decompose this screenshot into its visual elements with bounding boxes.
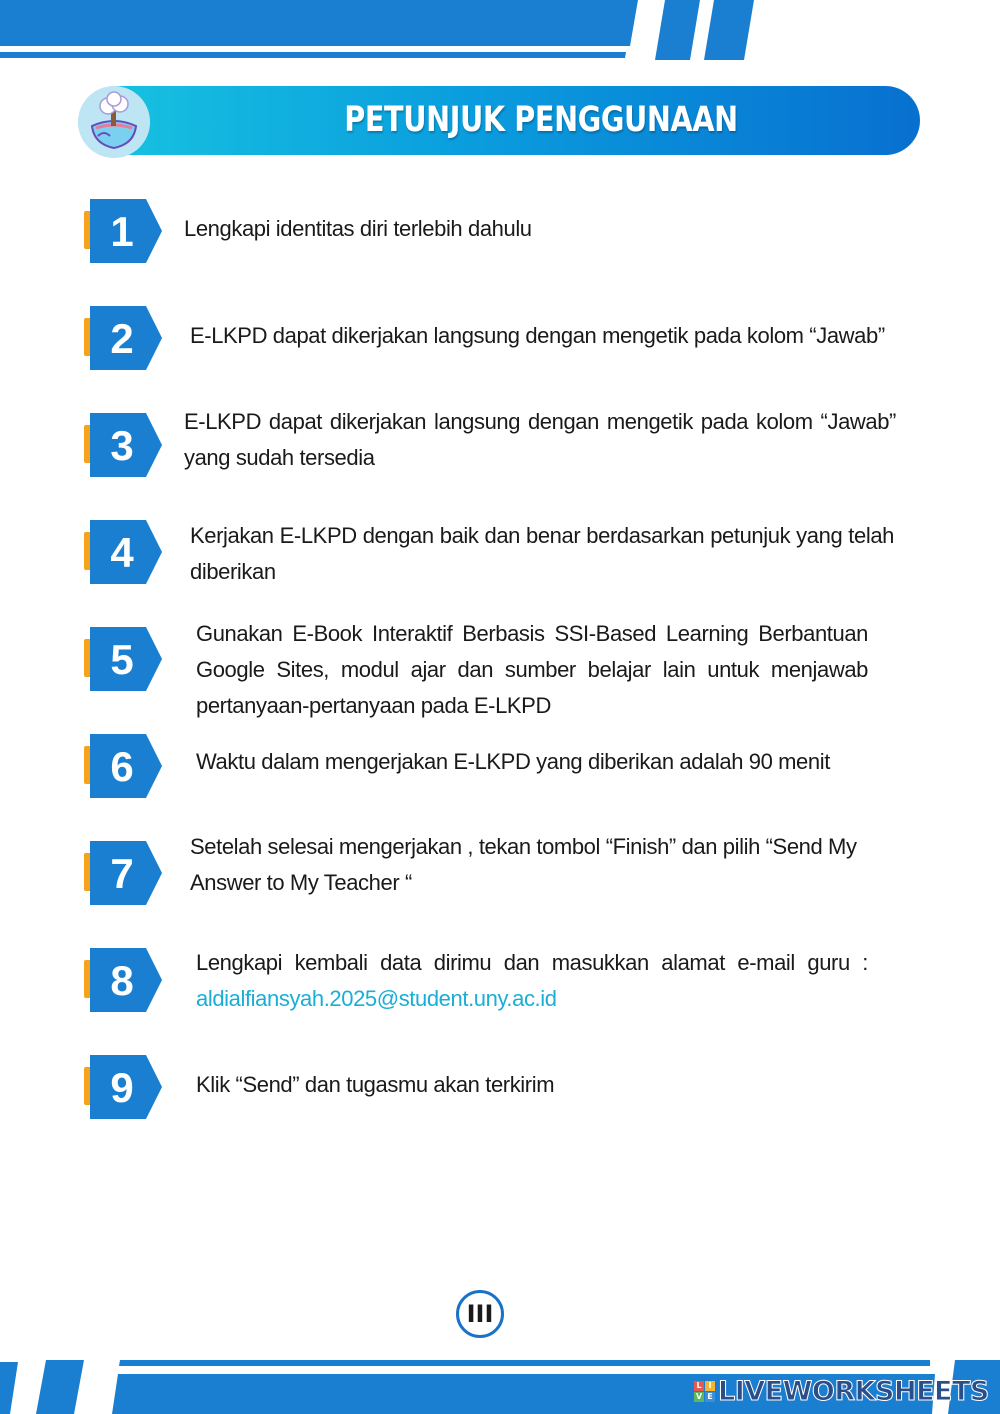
- page-number: III: [456, 1290, 504, 1338]
- header-banner: [82, 86, 920, 155]
- step-number-marker: [84, 306, 162, 370]
- teacher-email: aldialfiansyah.2025@student.uny.ac.id: [196, 986, 557, 1011]
- step-text: Gunakan E-Book Interaktif Berbasis SSI-Based Learning Berbantuan Google Sites, modul ajar dan sumber belajar lain untuk menjawab pertanyaan-pertanyaan pada E-LKPD: [196, 621, 868, 718]
- step-number-marker: [84, 734, 162, 798]
- liveworksheets-brand: LIVEWORKSHEETS: [718, 1375, 989, 1407]
- step-number-marker: [84, 520, 162, 584]
- step-text: Klik “Send” dan tugasmu akan terkirim: [196, 1072, 555, 1097]
- svg-text:6: 6: [110, 743, 134, 790]
- step-number-marker: [84, 1055, 162, 1119]
- step-number-marker: [84, 627, 162, 691]
- svg-text:2: 2: [110, 315, 134, 362]
- step-8-instruction: Lengkapi kembali data dirimu dan masukkan alamat e-mail guru :: [196, 950, 868, 975]
- step-text: E-LKPD dapat dikerjakan langsung dengan mengetik pada kolom “Jawab” yang sudah tersedia: [184, 409, 896, 470]
- step-number-marker: [84, 841, 162, 905]
- svg-text:3: 3: [110, 422, 134, 469]
- step-text: E-LKPD dapat dikerjakan langsung dengan mengetik pada kolom “Jawab”: [190, 323, 885, 348]
- globe-tree-icon: [78, 86, 150, 158]
- page-title: PETUNJUK PENGGUNAAN: [344, 100, 738, 140]
- step-text: Setelah selesai mengerjakan , tekan tombol “Finish” dan pilih “Send My Answer to My Teacher “: [190, 834, 857, 895]
- svg-text:7: 7: [110, 850, 134, 897]
- step-text: [196, 945, 868, 1017]
- step-text: Waktu dalam mengerjakan E-LKPD yang diberikan adalah 90 menit: [196, 749, 830, 774]
- step-number-marker: [84, 413, 162, 477]
- step-text: Kerjakan E-LKPD dengan baik dan benar berdasarkan petunjuk yang telah diberikan: [190, 523, 894, 584]
- liveworksheets-squares-icon: L I V E: [694, 1381, 715, 1402]
- svg-text:5: 5: [110, 636, 134, 683]
- step-number-marker: [84, 199, 162, 263]
- step-text: Lengkapi identitas diri terlebih dahulu: [184, 216, 532, 241]
- svg-text:4: 4: [110, 529, 134, 576]
- svg-text:8: 8: [110, 957, 134, 1004]
- top-decorative-band: [0, 0, 1000, 62]
- step-number-marker: [84, 948, 162, 1012]
- liveworksheets-logo: [694, 1374, 989, 1408]
- svg-text:9: 9: [110, 1064, 134, 1111]
- svg-text:1: 1: [110, 208, 134, 255]
